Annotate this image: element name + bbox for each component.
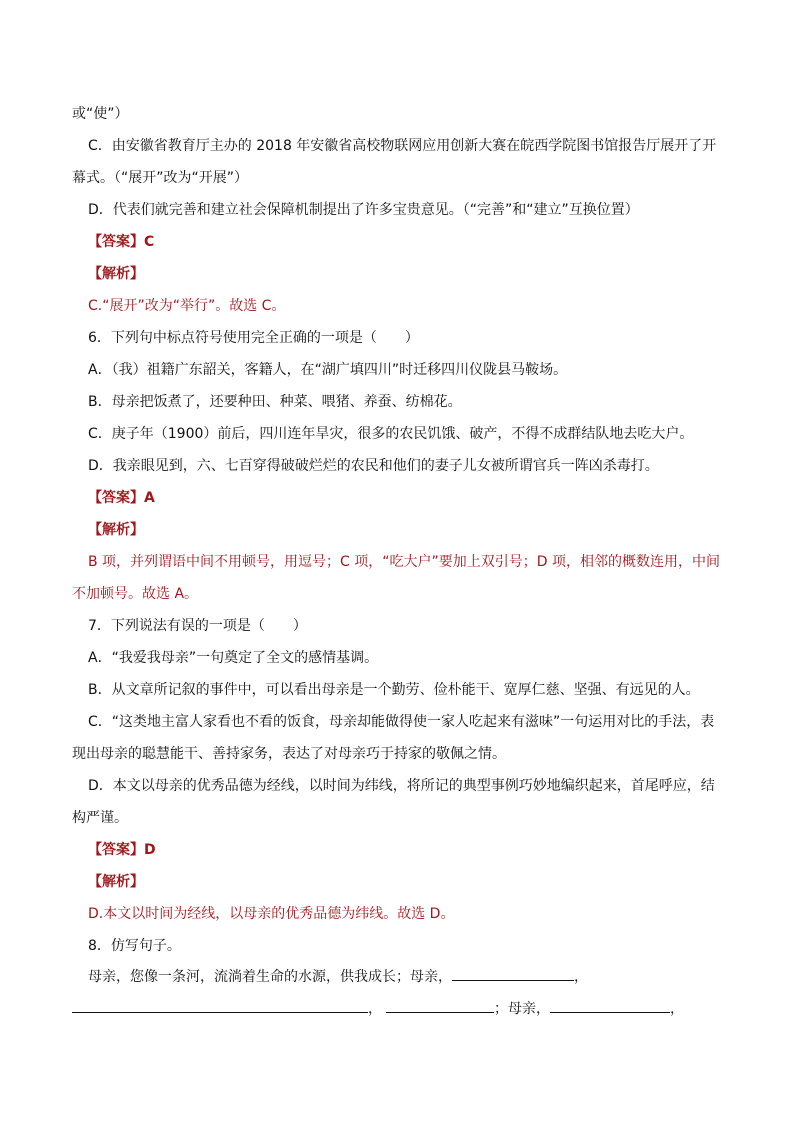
option-d: D．我亲眼见到，六、七百穿得破破烂烂的农民和他们的妻子儿女被所谓官兵一阵凶杀毒打。 xyxy=(88,458,659,474)
option-d: D．本文以母亲的优秀品德为经线，以时间为纬线，将所记的典型事例巧妙地编织起来，首尾呼应，结 xyxy=(88,778,715,794)
analysis-text: 不加顿号。故选 A。 xyxy=(72,586,199,602)
punctuation: ， xyxy=(574,969,588,985)
analysis-text: B 项，并列谓语中间不用顿号，用逗号；C 项，“吃大户”要加上双引号；D 项，相邻的概数连用，中间 xyxy=(88,554,721,570)
option-b: B．从文章所记叙的事件中，可以看出母亲是一个勤劳、俭朴能干、宽厚仁慈、坚强、有远见的人。 xyxy=(88,682,700,698)
analysis-text: C.“展开”改为“举行”。故选 C。 xyxy=(88,298,286,314)
text-line: 现出母亲的聪慧能干、善持家务，表达了对母亲巧于持家的敬佩之情。 xyxy=(72,746,506,762)
prompt-text: 母亲，您像一条河，流淌着生命的水源，供我成长；母亲， xyxy=(88,969,452,985)
prompt-text: ；母亲， xyxy=(494,1001,550,1017)
option-c: C．庚子年（1900）前后，四川连年旱灾，很多的农民饥饿、破产，不得不成群结队地去吃大户。 xyxy=(88,426,694,442)
answer-blank[interactable] xyxy=(452,966,574,981)
fill-in-line-2 xyxy=(72,998,684,1019)
answer-label: 【答案】D xyxy=(88,842,156,858)
punctuation: ， xyxy=(670,1001,684,1017)
option-c: C．由安徽省教育厅主办的 2018 年安徽省高校物联网应用创新大赛在皖西学院图书馆报告厅展开了开 xyxy=(88,138,717,154)
option-a: A．（我）祖籍广东韶关，客籍人，在“湖广填四川”时迁移四川仪陇县马鞍场。 xyxy=(88,362,568,378)
analysis-text: D.本文以时间为经线，以母亲的优秀品德为纬线。故选 D。 xyxy=(88,906,455,922)
question-7: 7．下列说法有误的一项是（ ） xyxy=(88,618,307,634)
answer-label: 【答案】A xyxy=(88,490,155,506)
option-d: D．代表们就完善和建立社会保障机制提出了许多宝贵意见。（“完善”和“建立”互换位置） xyxy=(88,202,639,218)
answer-label: 【答案】C xyxy=(88,234,155,250)
fill-in-line-1 xyxy=(88,966,588,987)
question-6: 6．下列句中标点符号使用完全正确的一项是（ ） xyxy=(88,330,419,346)
option-a: A．“我爱我母亲”一句奠定了全文的感情基调。 xyxy=(88,650,379,666)
analysis-label: 【解析】 xyxy=(88,874,144,890)
analysis-label: 【解析】 xyxy=(88,522,144,538)
text-line: 或“使”） xyxy=(72,106,129,122)
option-c: C．“这类地主富人家看也不看的饭食，母亲却能做得使一家人吃起来有滋味”一句运用对比的手法，表 xyxy=(88,714,715,730)
answer-blank[interactable] xyxy=(386,998,494,1013)
punctuation: ， xyxy=(368,1001,382,1017)
answer-blank[interactable] xyxy=(72,998,368,1013)
text-line: 构严谨。 xyxy=(72,810,128,826)
answer-blank[interactable] xyxy=(550,998,670,1013)
question-8: 8．仿写句子。 xyxy=(88,938,181,954)
option-b: B．母亲把饭煮了，还要种田、种菜、喂猪、养蚕、纺棉花。 xyxy=(88,394,462,410)
text-line: 幕式。（“展开”改为“开展”） xyxy=(72,170,249,186)
analysis-label: 【解析】 xyxy=(88,266,144,282)
